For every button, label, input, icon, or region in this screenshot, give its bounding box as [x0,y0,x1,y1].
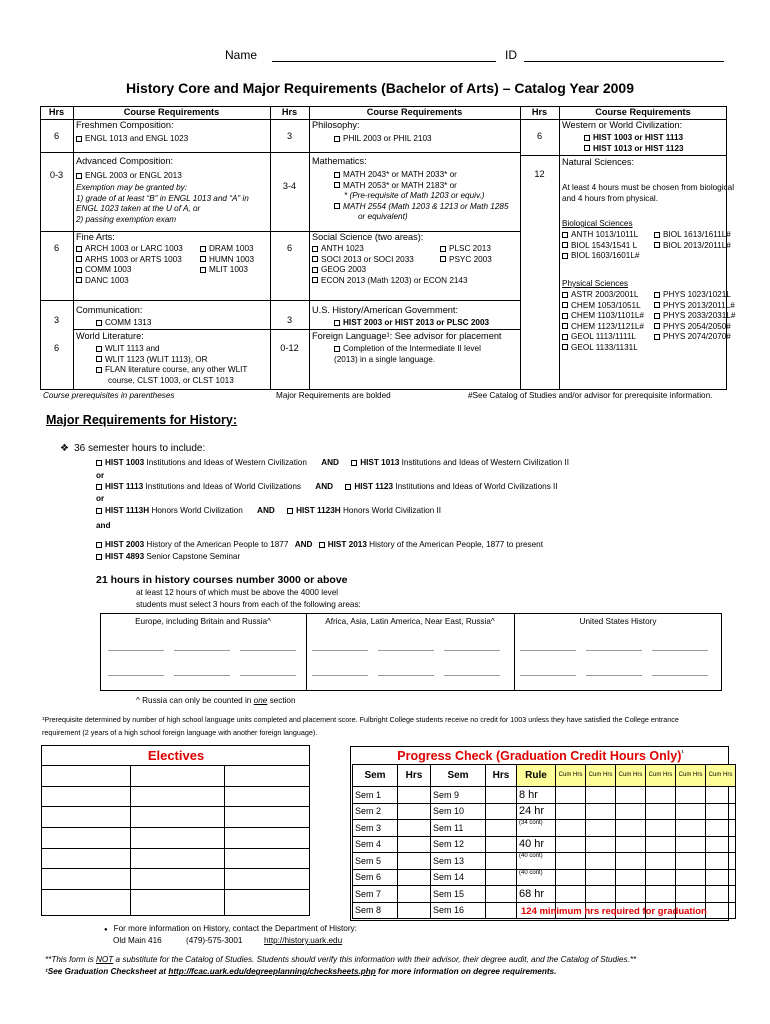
checkbox-icon[interactable] [96,320,102,326]
nat-sci-hrs: 12 [534,169,545,179]
checkbox-icon[interactable] [334,346,340,352]
checkbox-icon[interactable] [96,367,102,373]
checkbox-icon[interactable] [562,302,568,308]
office: Old Main 416 [113,936,162,945]
catalog-note: #See Catalog of Studies and/or advisor for prerequisite information. [468,391,713,400]
checkbox-icon[interactable] [654,292,660,298]
cum-hours-cell[interactable] [676,787,706,804]
nat-sci-label: Natural Sciences: [562,157,635,167]
rule-cell: 68 hr [517,886,556,903]
cum-hours-cell[interactable] [556,869,586,886]
electives-grid [41,745,310,916]
progress-row [353,869,736,886]
col-course-1: Course Requirements [123,107,220,117]
phys-sci-left: ASTR 2003/2001L CHEM 1053/1051L CHEM 1103/1101L# CHEM 1123/1121L# GEOL 1113/1111L GEOL 1133/1131L [562,290,644,353]
semester-hours-cell[interactable] [398,886,431,903]
checksheet-note: ¹See Graduation Checksheet at http://fcac.uark.edu/degreeplanning/checksheets.php for more information on degree requirements. [45,967,557,976]
checkbox-icon[interactable] [654,302,660,308]
semester-label: Sem 9 [431,787,486,804]
header-cum-5: Cum Hrs [676,765,706,787]
checkbox-icon[interactable] [654,323,660,329]
fine-arts-label: Fine Arts: [76,232,115,242]
cum-hours-cell[interactable] [586,869,616,886]
name-field[interactable] [272,61,496,62]
checkbox-icon[interactable] [334,182,340,188]
foreign-lang-hrs: 0-12 [280,343,299,353]
communication-courses: COMM 1313 [96,318,151,329]
cum-hours-cell[interactable] [556,787,586,804]
cum-hours-cell[interactable] [586,803,616,820]
area-europe: Europe, including Britain and Russia^ [135,617,271,626]
cum-hours-cell[interactable] [646,787,676,804]
cum-hours-cell[interactable] [646,869,676,886]
freshmen-comp-label: Freshmen Composition: [76,120,174,130]
hist-pair-2: HIST 1113 Institutions and Ideas of World Civilizations AND HIST 1123 Institutions and Ideas of World Civilizations II [96,482,558,493]
id-field[interactable] [524,61,724,62]
bio-sci-right: BIOL 1613/1611L# BIOL 2013/2011L# [654,230,731,251]
more-info: ● For more information on History, contact the Department of History: [104,924,357,933]
checkbox-icon[interactable] [562,323,568,329]
cum-hours-cell[interactable] [586,820,616,837]
foreign-lang-label: Foreign Language¹: See advisor for placement [312,331,502,341]
freshmen-comp-courses: ENGL 1013 and ENGL 1023 [76,134,188,145]
cum-hours-cell[interactable] [706,902,736,919]
checkbox-icon[interactable] [345,484,351,490]
cum-hours-cell[interactable] [706,886,736,903]
cum-hours-cell[interactable] [556,853,586,870]
semester-label: Sem 1 [353,787,398,804]
semester-hours-cell[interactable] [486,853,517,870]
hist-pair-3: HIST 1113H Honors World Civilization AND HIST 1123H Honors World Civilization II [96,506,441,517]
disclaimer: **This form is NOT a substitute for the Catalog of Studies. Students should verify this information with their advisor, their degree audit, and the Catalog of Studies.** [45,955,637,964]
rule-cell: (40 cont) [517,853,556,870]
semester-label: Sem 13 [431,853,486,870]
cum-hours-cell[interactable] [586,787,616,804]
cum-hours-cell[interactable] [676,820,706,837]
semester-label: Sem 7 [353,886,398,903]
checkbox-icon[interactable] [654,242,660,248]
phone: (479)-575-3001 [186,936,243,945]
us-history-courses: HIST 2003 or HIST 2013 or PLSC 2003 [334,318,489,329]
area-us: United States History [579,617,657,626]
checkbox-icon[interactable] [312,246,318,252]
cum-hours-cell[interactable] [616,803,646,820]
name-label: Name [225,48,258,62]
semester-hours-cell[interactable] [398,902,431,919]
cum-hours-cell[interactable] [616,836,646,853]
math-hrs: 3-4 [282,181,297,191]
header-sem-1: Sem [353,765,398,787]
col-hrs-3: Hrs [531,107,548,117]
semester-hours-cell[interactable] [486,787,517,804]
progress-title: Progress Check (Graduation Credit Hours Only)$^{^1}$ [397,749,684,763]
checkbox-icon[interactable] [76,136,82,142]
philosophy-hrs: 3 [286,131,293,141]
semester-label: Sem 14 [431,869,486,886]
civ-hrs: 6 [536,131,543,141]
header-cum-4: Cum Hrs [646,765,676,787]
checkbox-icon[interactable] [96,346,102,352]
col-course-2: Course Requirements [366,107,463,117]
checkbox-icon[interactable] [76,246,82,252]
col-hrs-2: Hrs [281,107,298,117]
cum-hours-cell[interactable] [646,853,676,870]
checkbox-icon[interactable] [319,542,325,548]
philosophy-courses: PHIL 2003 or PHIL 2103 [334,134,432,145]
checkbox-icon[interactable] [562,232,568,238]
cum-hours-cell[interactable] [676,836,706,853]
semester-hours-cell[interactable] [486,820,517,837]
fine-arts-right: DRAM 1003 HUMN 1003 MLIT 1003 [200,244,254,276]
checkbox-icon[interactable] [562,334,568,340]
cum-hours-cell[interactable] [676,869,706,886]
checkbox-icon[interactable] [440,246,446,252]
checkbox-icon[interactable] [76,173,82,179]
header-rule: Rule [517,765,556,787]
checkbox-icon[interactable] [562,242,568,248]
adv-comp-label: Advanced Composition: [76,156,174,166]
hist-capstone: HIST 4893 Senior Capstone Seminar [96,552,240,563]
social-science-hrs: 6 [286,243,293,253]
major-heading: Major Requirements for History: [46,413,238,427]
checkbox-icon[interactable] [96,554,102,560]
hist-american: HIST 2003 History of the American People to 1877 AND HIST 2013 History of the American People, 1877 to present [96,540,543,551]
checkbox-icon[interactable] [654,313,660,319]
cum-hours-cell[interactable] [586,836,616,853]
checkbox-icon[interactable] [287,508,293,514]
semester-hours-cell[interactable] [398,869,431,886]
bio-sci-title: Biological Sciences [562,219,633,228]
semester-label: Sem 16 [431,902,486,919]
cum-hours-cell[interactable] [616,853,646,870]
cum-hours-cell[interactable] [676,803,706,820]
progress-row [353,886,736,903]
world-lit-hrs: 6 [53,343,60,353]
communication-hrs: 3 [53,315,60,325]
area-africa-asia: Africa, Asia, Latin America, Near East, Russia^ [325,617,495,626]
world-lit-label: World Literature: [76,331,144,341]
diamond-bullet-icon: ❖ [60,443,69,454]
or-2: or [96,494,105,503]
semester-label: Sem 3 [353,820,398,837]
cum-hours-cell[interactable] [616,869,646,886]
checkbox-icon[interactable] [584,135,590,141]
cum-hours-cell[interactable] [556,886,586,903]
checkbox-icon[interactable] [562,292,568,298]
header-cum-6: Cum Hrs [706,765,736,787]
freshmen-comp-hrs: 6 [53,131,60,141]
nat-sci-notes: At least 4 hours must be chosen from biological and 4 hours from physical. [562,183,735,203]
progress-row [353,853,736,870]
electives-title: Electives [147,748,205,763]
semester-label: Sem 5 [353,853,398,870]
adv-comp-notes: Exemption may be granted by: 1) grade of at least “B” in ENGL 1013 and “A” in ENGL 1023 taken at the U of A, or 2) passing exemption exam [76,183,249,224]
rule-cell: 8 hr [517,787,556,804]
cum-hours-cell[interactable] [676,886,706,903]
checkbox-icon[interactable] [312,267,318,273]
civ-label: Western or World Civilization: [562,120,683,130]
rule-cell: 40 hr [517,836,556,853]
adv-comp-hrs: 0-3 [49,170,64,180]
checkbox-icon[interactable] [200,246,206,252]
checkbox-icon[interactable] [562,344,568,350]
cum-hours-cell[interactable] [586,886,616,903]
sub-req-1: at least 12 hours of which must be above the 4000 level [136,588,339,597]
checkbox-icon[interactable] [76,277,82,283]
semester-hours-cell[interactable] [486,886,517,903]
checkbox-icon[interactable] [96,356,102,362]
checkbox-icon[interactable] [562,313,568,319]
bio-sci-left: ANTH 1013/1011L BIOL 1543/1541 L BIOL 1603/1601L# [562,230,639,262]
checkbox-icon[interactable] [562,253,568,259]
cum-hours-cell[interactable] [616,787,646,804]
semester-hours-cell[interactable] [486,803,517,820]
checkbox-icon[interactable] [76,267,82,273]
cum-hours-cell[interactable] [646,820,676,837]
cum-hours-cell[interactable] [706,820,736,837]
semester-label: Sem 10 [431,803,486,820]
page-title: History Core and Major Requirements (Bachelor of Arts) – Catalog Year 2009 [125,80,635,96]
checkbox-icon[interactable] [654,334,660,340]
col-course-3: Course Requirements [595,107,691,117]
communication-label: Communication: [76,305,143,315]
checkbox-icon[interactable] [334,136,340,142]
cum-hours-cell[interactable] [706,853,736,870]
phys-sci-title: Physical Sciences [562,279,628,288]
rule-cell: 24 hr [517,803,556,820]
us-history-hrs: 3 [286,315,293,325]
cum-hours-cell[interactable] [556,803,586,820]
phys-sci-right: PHYS 1023/1021L PHYS 2013/2011L# PHYS 2033/2031L# PHYS 2054/2050# PHYS 2074/2070# [654,290,735,343]
semester-hours-cell[interactable] [486,902,517,919]
header-cum-2: Cum Hrs [586,765,616,787]
hist-pair-1: HIST 1003 Institutions and Ideas of Western Civilization AND HIST 1013 Institutions and Ideas of Western Civilization II [96,458,569,469]
cum-hours-cell[interactable] [706,869,736,886]
progress-row [353,803,736,820]
semester-hours-cell[interactable] [398,803,431,820]
sub-req-2: students must select 3 hours from each of the following areas: [136,600,361,609]
russia-note: ^ Russia can only be counted in one section [136,696,296,705]
rule-cell: (40 cont) [517,869,556,886]
checksheet-link[interactable]: http://fcac.uark.edu/degreeplanning/checksheets.php [168,967,376,976]
cum-hours-cell[interactable] [706,803,736,820]
cum-hours-cell[interactable] [556,836,586,853]
checkbox-icon[interactable] [334,320,340,326]
checkbox-icon[interactable] [96,508,102,514]
checkbox-icon[interactable] [312,256,318,262]
sem-hours-line: ❖ 36 semester hours to include: [60,443,206,454]
fine-arts-left: ARCH 1003 or LARC 1003 ARHS 1003 or ARTS 1003 COMM 1003 DANC 1003 [76,244,183,286]
semester-label: Sem 8 [353,902,398,919]
id-label: ID [505,48,517,62]
math-courses: MATH 2043* or MATH 2033* or MATH 2053* or MATH 2183* or * (Pre-requisite of Math 1203 or equiv.) MATH 2554 (Math 1203 & 1213 or Math 1285 or equivalent) [334,170,509,223]
cum-hours-cell[interactable] [616,886,646,903]
cum-hours-cell[interactable] [556,820,586,837]
foreign-lang-courses: Completion of the Intermediate II level (2013) in a single language. [334,344,481,364]
header-hrs-2: Hrs [486,765,517,787]
checkbox-icon[interactable] [440,256,446,262]
fine-arts-hrs: 6 [53,243,60,253]
bullet-icon: ● [104,927,108,933]
checkbox-icon[interactable] [96,460,102,466]
cum-hours-cell[interactable] [646,836,676,853]
cum-hours-cell[interactable] [586,853,616,870]
philosophy-label: Philosophy: [312,120,360,130]
social-science-right: PLSC 2013 PSYC 2003 [440,244,492,265]
checkbox-icon[interactable] [200,256,206,262]
cum-hours-cell[interactable] [706,787,736,804]
us-history-label: U.S. History/American Government: [312,305,459,315]
cum-hours-cell[interactable] [706,836,736,853]
social-science-left: ANTH 1023 SOCI 2013 or SOCI 2033 GEOG 2003 ECON 2013 (Math 1203) or ECON 2143 [312,244,468,286]
checkbox-icon[interactable] [334,203,340,209]
semester-hours-cell[interactable] [398,836,431,853]
major-bolded-note: Major Requirements are bolded [276,391,391,400]
checkbox-icon[interactable] [76,256,82,262]
semester-label: Sem 11 [431,820,486,837]
prereq-note: ¹Prerequisite determined by number of high school language units completed and placement score. Fulbright College students receive no credit for 1003 unless they have satisfied the College entrance requirement (2 years of a high school foreign language with another foreign language). [42,715,679,737]
hours-3000: 21 hours in history courses number 3000 or above [96,574,348,586]
semester-hours-cell[interactable] [486,869,517,886]
semester-label: Sem 12 [431,836,486,853]
cum-hours-cell[interactable] [646,886,676,903]
math-label: Mathematics: [312,156,367,166]
checkbox-icon[interactable] [200,267,206,273]
checkbox-icon[interactable] [654,232,660,238]
and-3: and [96,521,111,530]
adv-comp-courses: ENGL 2003 or ENGL 2013 [76,171,182,182]
header-sem-2: Sem [431,765,486,787]
semester-label: Sem 2 [353,803,398,820]
checkbox-icon[interactable] [351,460,357,466]
cum-hours-cell[interactable] [616,820,646,837]
cum-hours-cell[interactable] [676,853,706,870]
header-hrs-1: Hrs [398,765,431,787]
semester-label: Sem 15 [431,886,486,903]
prereq-footnote: Course prerequisites in parentheses [43,391,175,400]
semester-label: Sem 4 [353,836,398,853]
dept-link[interactable]: http://history.uark.edu [264,936,343,945]
checkbox-icon[interactable] [96,484,102,490]
civ-courses: HIST 1003 or HIST 1113 HIST 1013 or HIST 1123 [584,133,684,154]
semester-hours-cell[interactable] [398,853,431,870]
cum-hours-cell[interactable] [646,803,676,820]
rule-cell: (34 cont) [517,820,556,837]
header-cum-1: Cum Hrs [556,765,586,787]
progress-table [352,764,736,919]
progress-row [353,836,736,853]
social-science-label: Social Science (two areas): [312,232,424,242]
world-lit-courses: WLIT 1113 and WLIT 1123 (WLIT 1113), OR FLAN literature course, any other WLIT course, CLST 1003, or CLST 1013 [96,344,247,386]
header-cum-3: Cum Hrs [616,765,646,787]
checkbox-icon[interactable] [96,542,102,548]
progress-row [353,787,736,804]
or-1: or [96,471,105,480]
semester-hours-cell[interactable] [486,836,517,853]
col-hrs-1: Hrs [48,107,65,117]
progress-row [353,820,736,837]
semester-label: Sem 6 [353,869,398,886]
checkbox-icon[interactable] [312,277,318,283]
semester-hours-cell[interactable] [398,787,431,804]
checkbox-icon[interactable] [584,145,590,151]
checkbox-icon[interactable] [334,172,340,178]
minimum-hours: 124 minimum hrs required for graduation [521,906,707,917]
semester-hours-cell[interactable] [398,820,431,837]
